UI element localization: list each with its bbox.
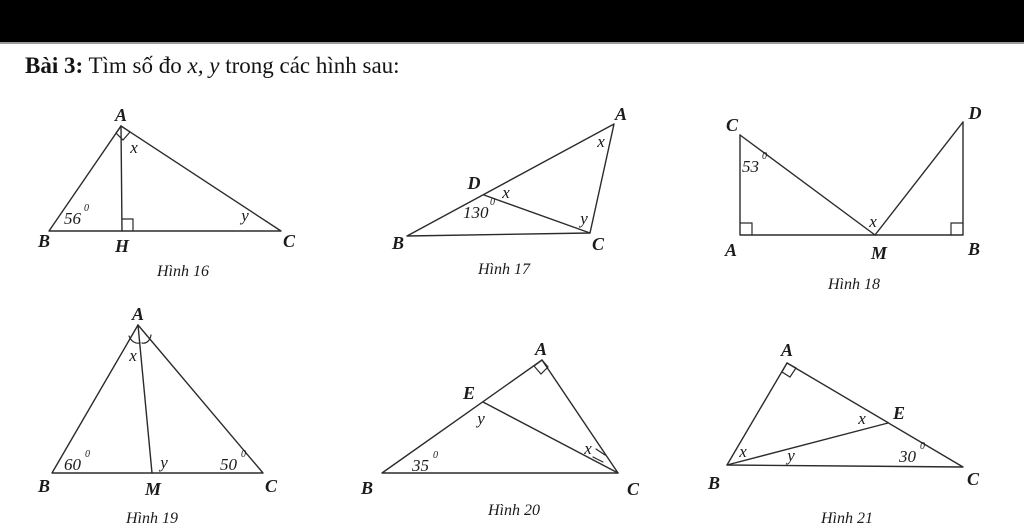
- h19-triangle-ABC: [52, 325, 263, 473]
- h18-right-angle-mark-A: [740, 223, 752, 235]
- h21-right-angle-mark-A: [782, 363, 796, 377]
- h19-angle-60-degree-sup: 0: [85, 449, 90, 460]
- h21-vertex-label-B: B: [707, 473, 721, 493]
- h16-vertex-label-A: A: [114, 105, 128, 125]
- h19-angle-60-label: 60: [64, 455, 81, 474]
- h16-angle-56-label: 56: [64, 209, 81, 228]
- h18-angle-53-degree-sup: 0: [762, 151, 767, 162]
- h19-angle-y-label: y: [160, 453, 168, 472]
- figure-19: [37, 304, 278, 527]
- h20-angle-35-label: 35: [412, 456, 429, 475]
- problem-text-before: Tìm số đo: [83, 53, 188, 78]
- figure-21: [707, 340, 980, 527]
- h19-angle-50-label: 50: [220, 455, 237, 474]
- h20-segment-EC: [483, 402, 618, 473]
- h18-angle-53-label: 53: [742, 157, 759, 176]
- h18-angle-x-label: x: [869, 212, 877, 231]
- h19-vertex-label-M: M: [144, 479, 162, 499]
- h21-segment-BE: [727, 423, 888, 465]
- h17-segment-DC: [484, 195, 590, 233]
- h17-caption: Hình 17: [478, 261, 530, 278]
- problem-number: Bài 3:: [25, 53, 84, 78]
- h20-angle-35-degree-sup: 0: [433, 450, 438, 461]
- h21-caption: Hình 21: [821, 510, 873, 527]
- h17-angle-130-degree-sup: 0: [490, 197, 495, 208]
- h16-angle-x-label: x: [130, 138, 138, 157]
- h17-angle-x-at-A-label: x: [597, 132, 605, 151]
- h21-angle-30-degree-sup: 0: [920, 441, 925, 452]
- problem-text-after: trong các hình sau:: [219, 53, 400, 78]
- h21-angle-30-label: 30: [899, 447, 916, 466]
- h17-vertex-label-C: C: [591, 234, 605, 254]
- h16-vertex-label-C: C: [282, 231, 296, 251]
- h16-caption: Hình 16: [157, 263, 209, 280]
- h17-angle-130-label: 130: [463, 203, 489, 222]
- figure-20: [360, 339, 640, 519]
- h17-angle-x-at-D-label: x: [502, 183, 510, 202]
- h16-vertex-label-H: H: [114, 236, 130, 256]
- h19-cevian-AM: [138, 325, 152, 473]
- h21-vertex-label-A: A: [780, 340, 794, 360]
- h17-vertex-label-D: D: [467, 173, 481, 193]
- h16-vertex-label-B: B: [37, 231, 51, 251]
- h20-vertex-label-B: B: [360, 478, 374, 498]
- h21-angle-x-at-E-label: x: [858, 409, 866, 428]
- h19-equal-angle-tick-right: [142, 335, 151, 343]
- h16-right-angle-mark-H: [122, 219, 133, 231]
- h21-vertex-label-E: E: [892, 403, 906, 423]
- h21-angle-y-at-B-label: y: [787, 446, 795, 465]
- h20-caption: Hình 20: [488, 502, 540, 519]
- h20-vertex-label-A: A: [534, 339, 548, 359]
- h19-angle-50-degree-sup: 0: [241, 449, 246, 460]
- h18-polyline-CMD: [740, 122, 963, 235]
- h19-vertex-label-B: B: [37, 476, 51, 496]
- h17-vertex-label-B: B: [391, 233, 405, 253]
- h16-altitude-AH: [121, 126, 122, 231]
- h20-vertex-label-E: E: [462, 383, 476, 403]
- h17-angle-y-label: y: [580, 209, 588, 228]
- h20-vertex-label-C: C: [626, 479, 640, 499]
- h19-vertex-label-C: C: [264, 476, 278, 496]
- h21-angle-x-at-B-label: x: [739, 442, 747, 461]
- h21-vertex-label-C: C: [966, 469, 980, 489]
- h19-angle-x-label: x: [129, 346, 137, 365]
- h21-triangle-ABC: [727, 363, 963, 467]
- h18-caption: Hình 18: [828, 276, 880, 293]
- h17-vertex-label-A: A: [614, 104, 628, 124]
- h20-angle-y-label: y: [477, 409, 485, 428]
- h19-vertex-label-A: A: [131, 304, 145, 324]
- figure-16: [37, 105, 296, 280]
- h20-angle-x-label: x: [584, 439, 592, 458]
- h18-vertex-label-B: B: [967, 239, 981, 259]
- problem-text-xy: x, y: [187, 53, 220, 78]
- figure-18: [724, 103, 982, 293]
- figure-17: [391, 104, 627, 278]
- h18-vertex-label-A: A: [724, 240, 738, 260]
- h16-angle-56-degree-sup: 0: [84, 203, 89, 214]
- h19-caption: Hình 19: [126, 510, 178, 527]
- h16-angle-y-label: y: [241, 206, 249, 225]
- h18-vertex-label-M: M: [870, 243, 888, 263]
- h18-right-angle-mark-B: [951, 223, 963, 235]
- h18-vertex-label-D: D: [968, 103, 982, 123]
- h18-vertex-label-C: C: [725, 115, 739, 135]
